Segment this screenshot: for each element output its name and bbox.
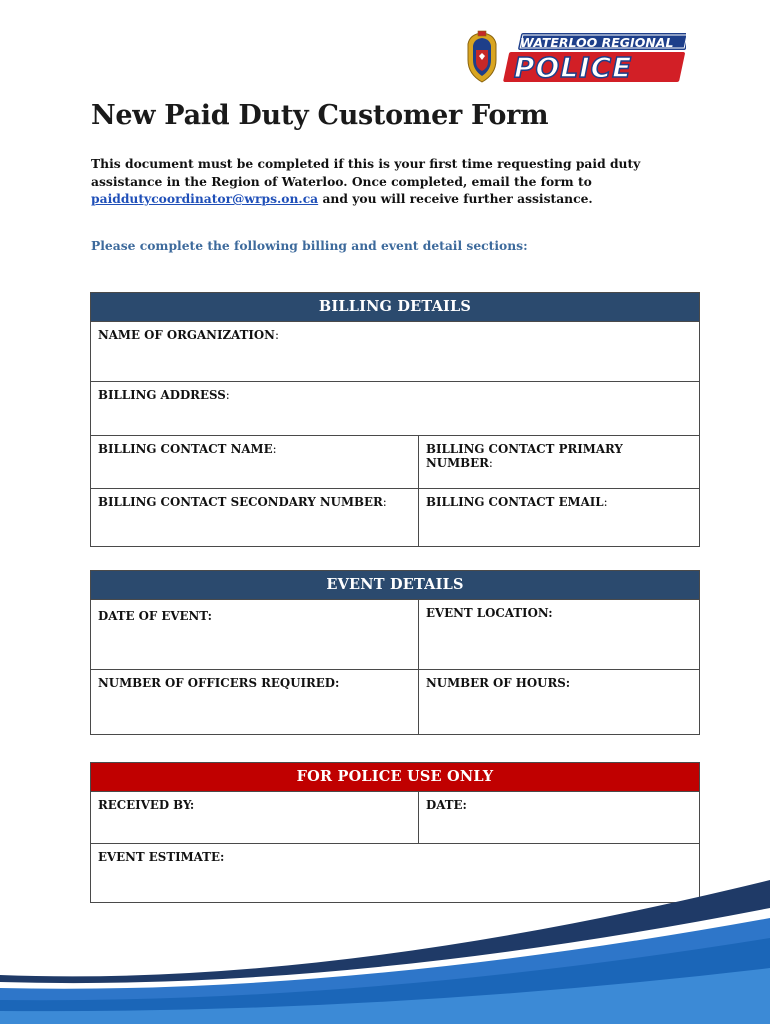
- contact-name-label: BILLING CONTACT NAME: [98, 442, 273, 456]
- billing-secondary-row: [91, 489, 699, 546]
- footer-wave-decoration: [0, 880, 770, 1024]
- org-name-row: [91, 322, 699, 382]
- contact-email-field[interactable]: BILLING CONTACT EMAIL:: [426, 495, 608, 509]
- coordinator-email-link[interactable]: paiddutycoordinator@wrps.on.ca: [91, 191, 319, 206]
- instructions-prompt: Please complete the following billing and event detail sections:: [91, 238, 528, 253]
- event-details-header: EVENT DETAILS: [91, 571, 699, 600]
- event-date-field[interactable]: [91, 600, 419, 669]
- billing-details-header: BILLING DETAILS: [91, 293, 699, 322]
- event-details-section: [90, 570, 700, 735]
- secondary-number-label: BILLING CONTACT SECONDARY NUMBER: [98, 495, 383, 509]
- contact-email-label: BILLING CONTACT EMAIL: [426, 495, 604, 509]
- org-name-label: NAME OF ORGANIZATION: [98, 328, 275, 342]
- billing-address-row: [91, 382, 699, 436]
- intro-text-after: and you will receive further assistance.: [322, 191, 593, 206]
- officers-required-field[interactable]: [91, 670, 419, 734]
- primary-number-field[interactable]: BILLING CONTACT PRIMARY NUMBER:: [426, 442, 623, 470]
- secondary-number-field[interactable]: BILLING CONTACT SECONDARY NUMBER:: [91, 489, 419, 546]
- received-by-label: RECEIVED BY:: [98, 798, 195, 812]
- contact-name-field[interactable]: BILLING CONTACT NAME:: [91, 436, 419, 488]
- number-of-hours-label: NUMBER OF HOURS:: [426, 676, 571, 690]
- logo-line1: WATERLOO REGIONAL: [520, 35, 674, 50]
- event-officers-row: [91, 670, 699, 734]
- billing-address-field[interactable]: BILLING ADDRESS:: [98, 388, 230, 402]
- received-date-label: DATE:: [426, 798, 467, 812]
- number-of-hours-field[interactable]: [419, 670, 699, 734]
- police-use-header: FOR POLICE USE ONLY: [91, 763, 699, 792]
- billing-contact-row: [91, 436, 699, 489]
- received-row: [91, 792, 699, 844]
- received-date-field[interactable]: [419, 792, 699, 843]
- org-name-field[interactable]: NAME OF ORGANIZATION:: [98, 328, 279, 342]
- officers-required-label: NUMBER OF OFFICERS REQUIRED:: [98, 676, 340, 690]
- event-estimate-label: EVENT ESTIMATE:: [98, 850, 225, 864]
- billing-details-section: [90, 292, 700, 547]
- billing-address-label: BILLING ADDRESS: [98, 388, 226, 402]
- waterloo-regional-police-logo: [462, 30, 686, 84]
- event-date-row: [91, 600, 699, 670]
- received-by-field[interactable]: [91, 792, 419, 843]
- intro-paragraph: [91, 155, 651, 208]
- logo-line2: POLICE: [514, 51, 633, 84]
- police-crest-icon: [468, 31, 496, 82]
- event-date-label: DATE OF EVENT:: [98, 609, 213, 623]
- intro-text: This document must be completed if this is your first time requesting paid duty assistance in the Region of Waterloo. Once completed, email the form to: [91, 156, 641, 189]
- event-location-label: EVENT LOCATION:: [426, 606, 553, 620]
- event-location-field[interactable]: [419, 600, 699, 669]
- primary-number-label: BILLING CONTACT PRIMARY NUMBER: [426, 442, 623, 470]
- page-title: New Paid Duty Customer Form: [91, 100, 549, 131]
